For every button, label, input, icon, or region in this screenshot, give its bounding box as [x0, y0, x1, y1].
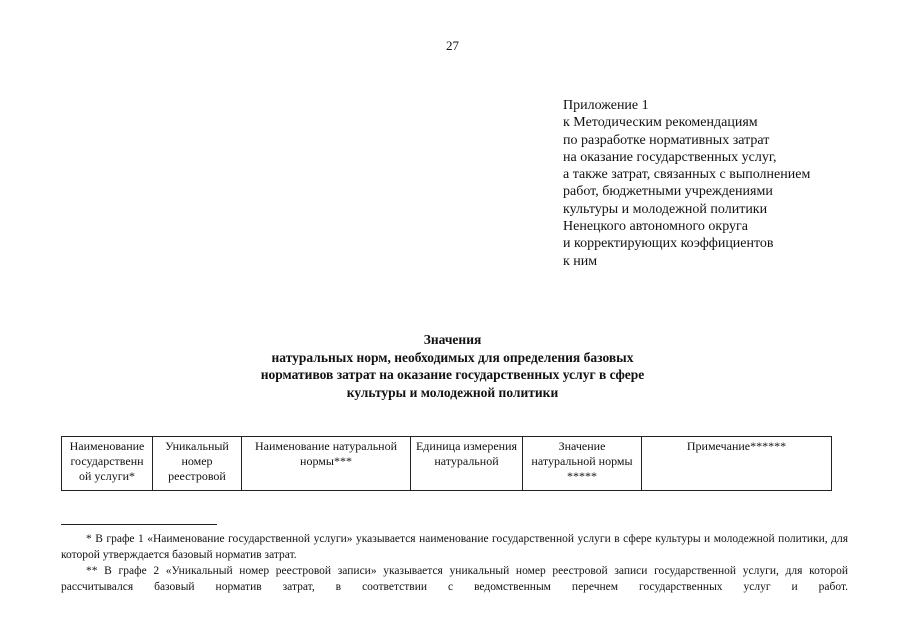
title-line: нормативов затрат на оказание государственных услуг в сфере	[260, 367, 645, 382]
header-registry-number: Уникальный номер реестровой	[153, 437, 242, 491]
appendix-line: и корректирующих коэффициентов	[563, 236, 774, 252]
header-service-name: Наименование государственн ой услуги*	[62, 437, 153, 491]
page-number: 27	[446, 38, 459, 53]
appendix-line: культуры и молодежной политики	[563, 201, 768, 217]
footnote: * В графе 1 «Наименование государственной услуги» указывается наименование государственной услуги в сфере культуры и молодежной политики, для которой утверждается базовый норматив затрат.	[61, 533, 848, 561]
appendix-line: на оказание государственных услуг,	[563, 149, 777, 165]
appendix-block	[563, 97, 810, 270]
appendix-line: Ненецкого автономного округа	[563, 219, 748, 235]
footnote-divider	[61, 524, 217, 525]
appendix-line: а также затрат, связанных с выполнением	[563, 167, 811, 183]
header-norm-name: Наименование натуральной нормы***	[242, 437, 411, 491]
footnotes	[61, 531, 848, 595]
title-line: культуры и молодежной политики	[346, 384, 559, 400]
header-unit: Единица измерения натуральной	[411, 437, 523, 491]
document-title	[0, 331, 905, 401]
footnote: ** В графе 2 «Уникальный номер реестровой записи» указывается уникальный номер реестровой записи государственной услуги, для которой рассчитывался базовый норматив затрат, в соответствии с ведомственным перечнем государственных услуг и работ.	[61, 565, 848, 593]
norms-table	[61, 436, 832, 491]
title-line: натуральных норм, необходимых для определения базовых	[271, 349, 634, 365]
appendix-line: по разработке нормативных затрат	[563, 132, 770, 148]
appendix-line: к Методическим рекомендациям	[563, 115, 758, 131]
appendix-line: работ, бюджетными учреждениями	[563, 184, 773, 200]
title-line: Значения	[423, 332, 482, 347]
appendix-line: к ним	[563, 253, 598, 269]
header-note: Примечание******	[642, 437, 832, 491]
table-header-row	[62, 437, 832, 491]
header-norm-value: Значение натуральной нормы *****	[523, 437, 642, 491]
appendix-line: Приложение 1	[563, 98, 649, 113]
